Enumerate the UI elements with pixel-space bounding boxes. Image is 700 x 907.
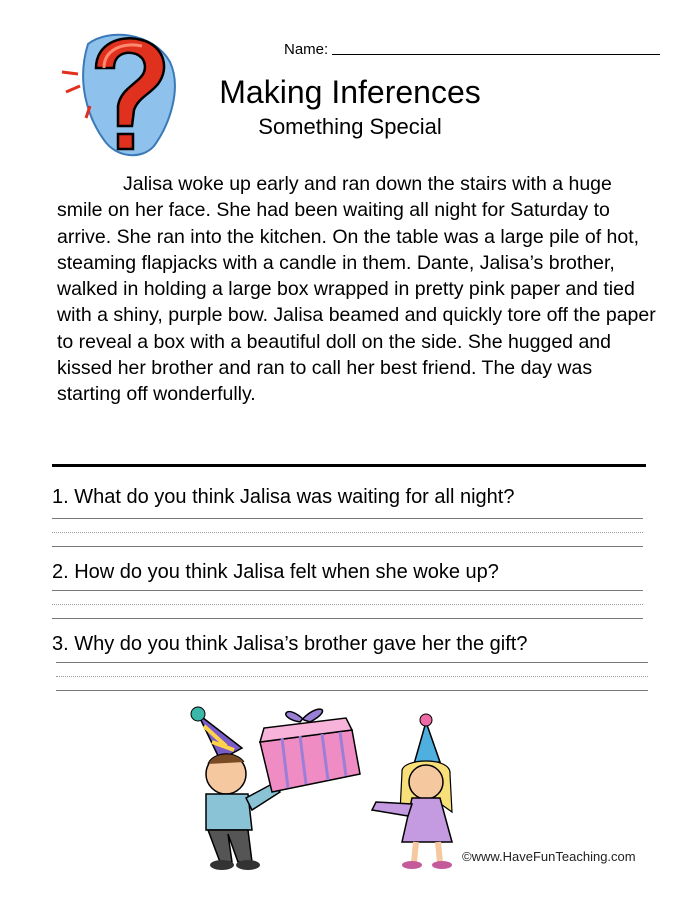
page-subtitle [0,114,700,140]
question-2: 2. How do you think Jalisa felt when she woke up? [52,561,499,583]
name-line[interactable] [332,40,660,55]
answer-line[interactable] [56,662,648,663]
title-text: Making Inferences [219,74,481,110]
answer-line[interactable] [52,618,643,619]
answer-line[interactable] [52,518,643,519]
story-paragraph: Jalisa woke up early and ran down the stairs with a huge smile on her face. She had been waiting all night for Saturday to arrive. She ran into the kitchen. On the table was a large pile of hot, steaming flapjacks with a candle in them. Dante, Jalisa’s brother, walked in holding a large box wrapped in pretty pink paper and tied with a shiny, purple bow. Jalisa beamed and quickly tore off the paper to reveal a box with a beautiful doll on the side. She hugged and kissed her brother and ran to call her best friend. The day was starting off wonderfully. [57,173,656,406]
answer-line[interactable] [52,590,643,591]
page-title [0,74,700,111]
section-divider [52,464,646,467]
subtitle-text: Something Special [258,114,442,139]
answer-guide-line [52,604,643,605]
name-field[interactable] [284,40,660,58]
copyright-notice: ©www.HaveFunTeaching.com [462,849,636,864]
answer-line[interactable] [56,690,648,691]
story-passage [57,171,657,408]
kids-gift-illustration [176,702,466,872]
answer-line[interactable] [52,546,643,547]
answer-guide-line [56,676,648,677]
name-label: Name: [284,41,329,58]
answer-guide-line [52,532,643,533]
question-3: 3. Why do you think Jalisa’s brother gave her the gift? [52,633,528,655]
question-1: 1. What do you think Jalisa was waiting for all night? [52,486,515,508]
